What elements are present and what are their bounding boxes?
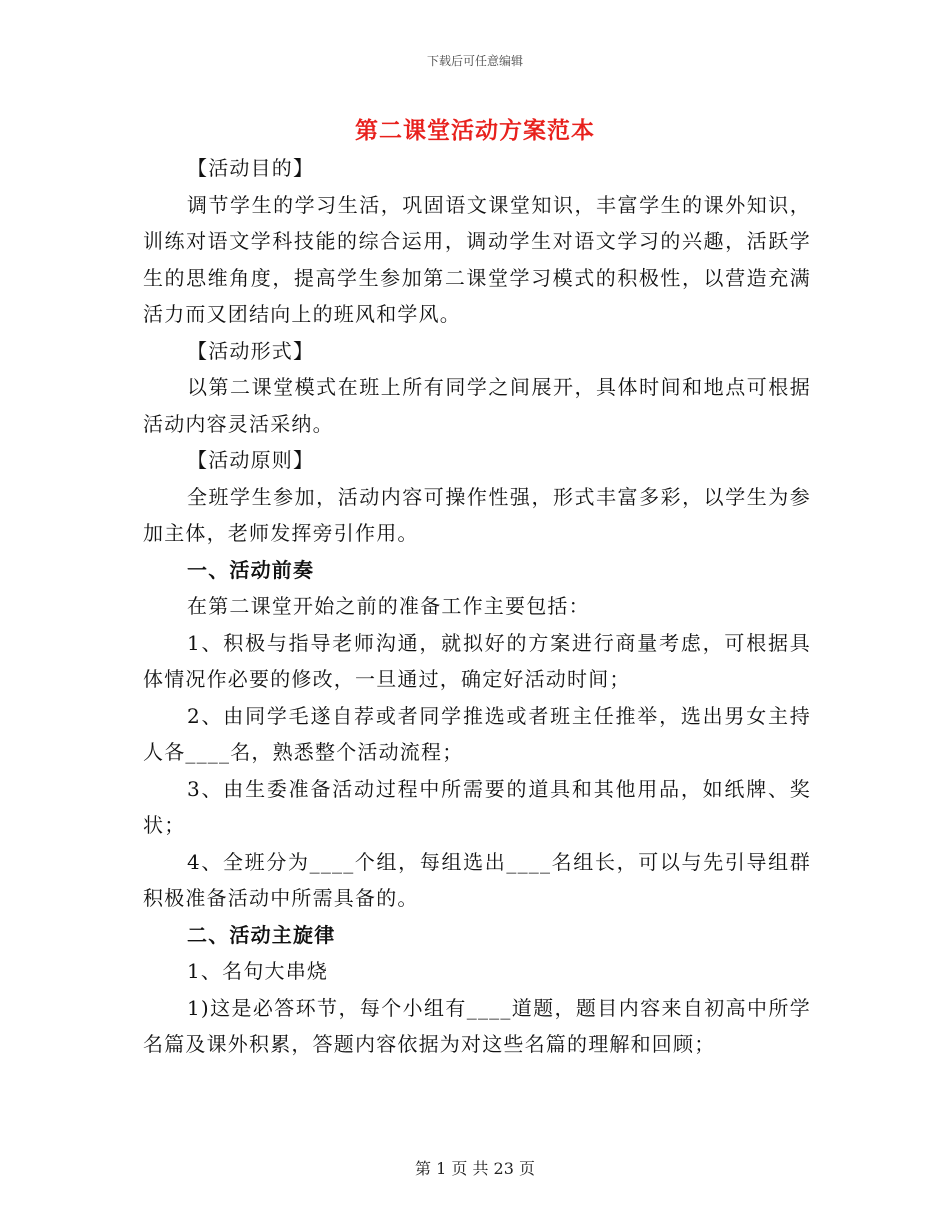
list-item-3: 3、由生委准备活动过程中所需要的道具和其他用品，如纸牌、奖状； [143,776,811,837]
list-item-4: 4、全班分为____个组，每组选出____名组长，可以与先引导组群积极准备活动中所需具备的。 [143,849,811,910]
document-title: 第二课堂活动方案范本 [355,118,595,144]
subsection-heading-quotes: 1、名句大串烧 [187,959,329,983]
section-heading-purpose: 【活动目的】 [187,156,315,180]
section-heading-form: 【活动形式】 [187,338,315,363]
section-heading-principle: 【活动原则】 [187,448,315,472]
page-footer: 第 1 页 共 23 页 [415,1159,535,1178]
paragraph-form: 以第二课堂模式在班上所有同学之间展开，具体时间和地点可根据活动内容灵活采纳。 [143,375,811,436]
section-heading-prelude: 一、活动前奏 [187,557,315,582]
list-item-2: 2、由同学毛遂自荐或者同学推选或者班主任推举，选出男女主持人各____名，熟悉整个活动流程； [143,703,811,764]
list-item-1: 1、积极与指导老师沟通，就拟好的方案进行商量考虑，可根据具体情况作必要的修改，一旦通过，确定好活动时间； [143,630,811,691]
paragraph-quotes-rule: 1)这是必答环节，每个小组有____道题，题目内容来自初高中所学名篇及课外积累，答题内容依据为对这些名篇的理解和回顾； [143,995,811,1056]
page-header: 下载后可任意编辑 [426,54,523,68]
paragraph-purpose: 调节学生的学习生活，巩固语文课堂知识，丰富学生的课外知识，训练对语文学科技能的综合运用，调动学生对语文学习的兴趣，活跃学生的思维角度，提高学生参加第二课堂学习模式的积极性，以营造充满活力而又团结向上的班风和学风。 [143,192,811,326]
section-heading-main: 二、活动主旋律 [187,922,336,947]
paragraph-prelude-intro: 在第二课堂开始之前的准备工作主要包括： [187,594,590,618]
paragraph-principle: 全班学生参加，活动内容可操作性强，形式丰富多彩，以学生为参加主体，老师发挥旁引作用。 [143,484,811,545]
document-body [143,150,811,1063]
